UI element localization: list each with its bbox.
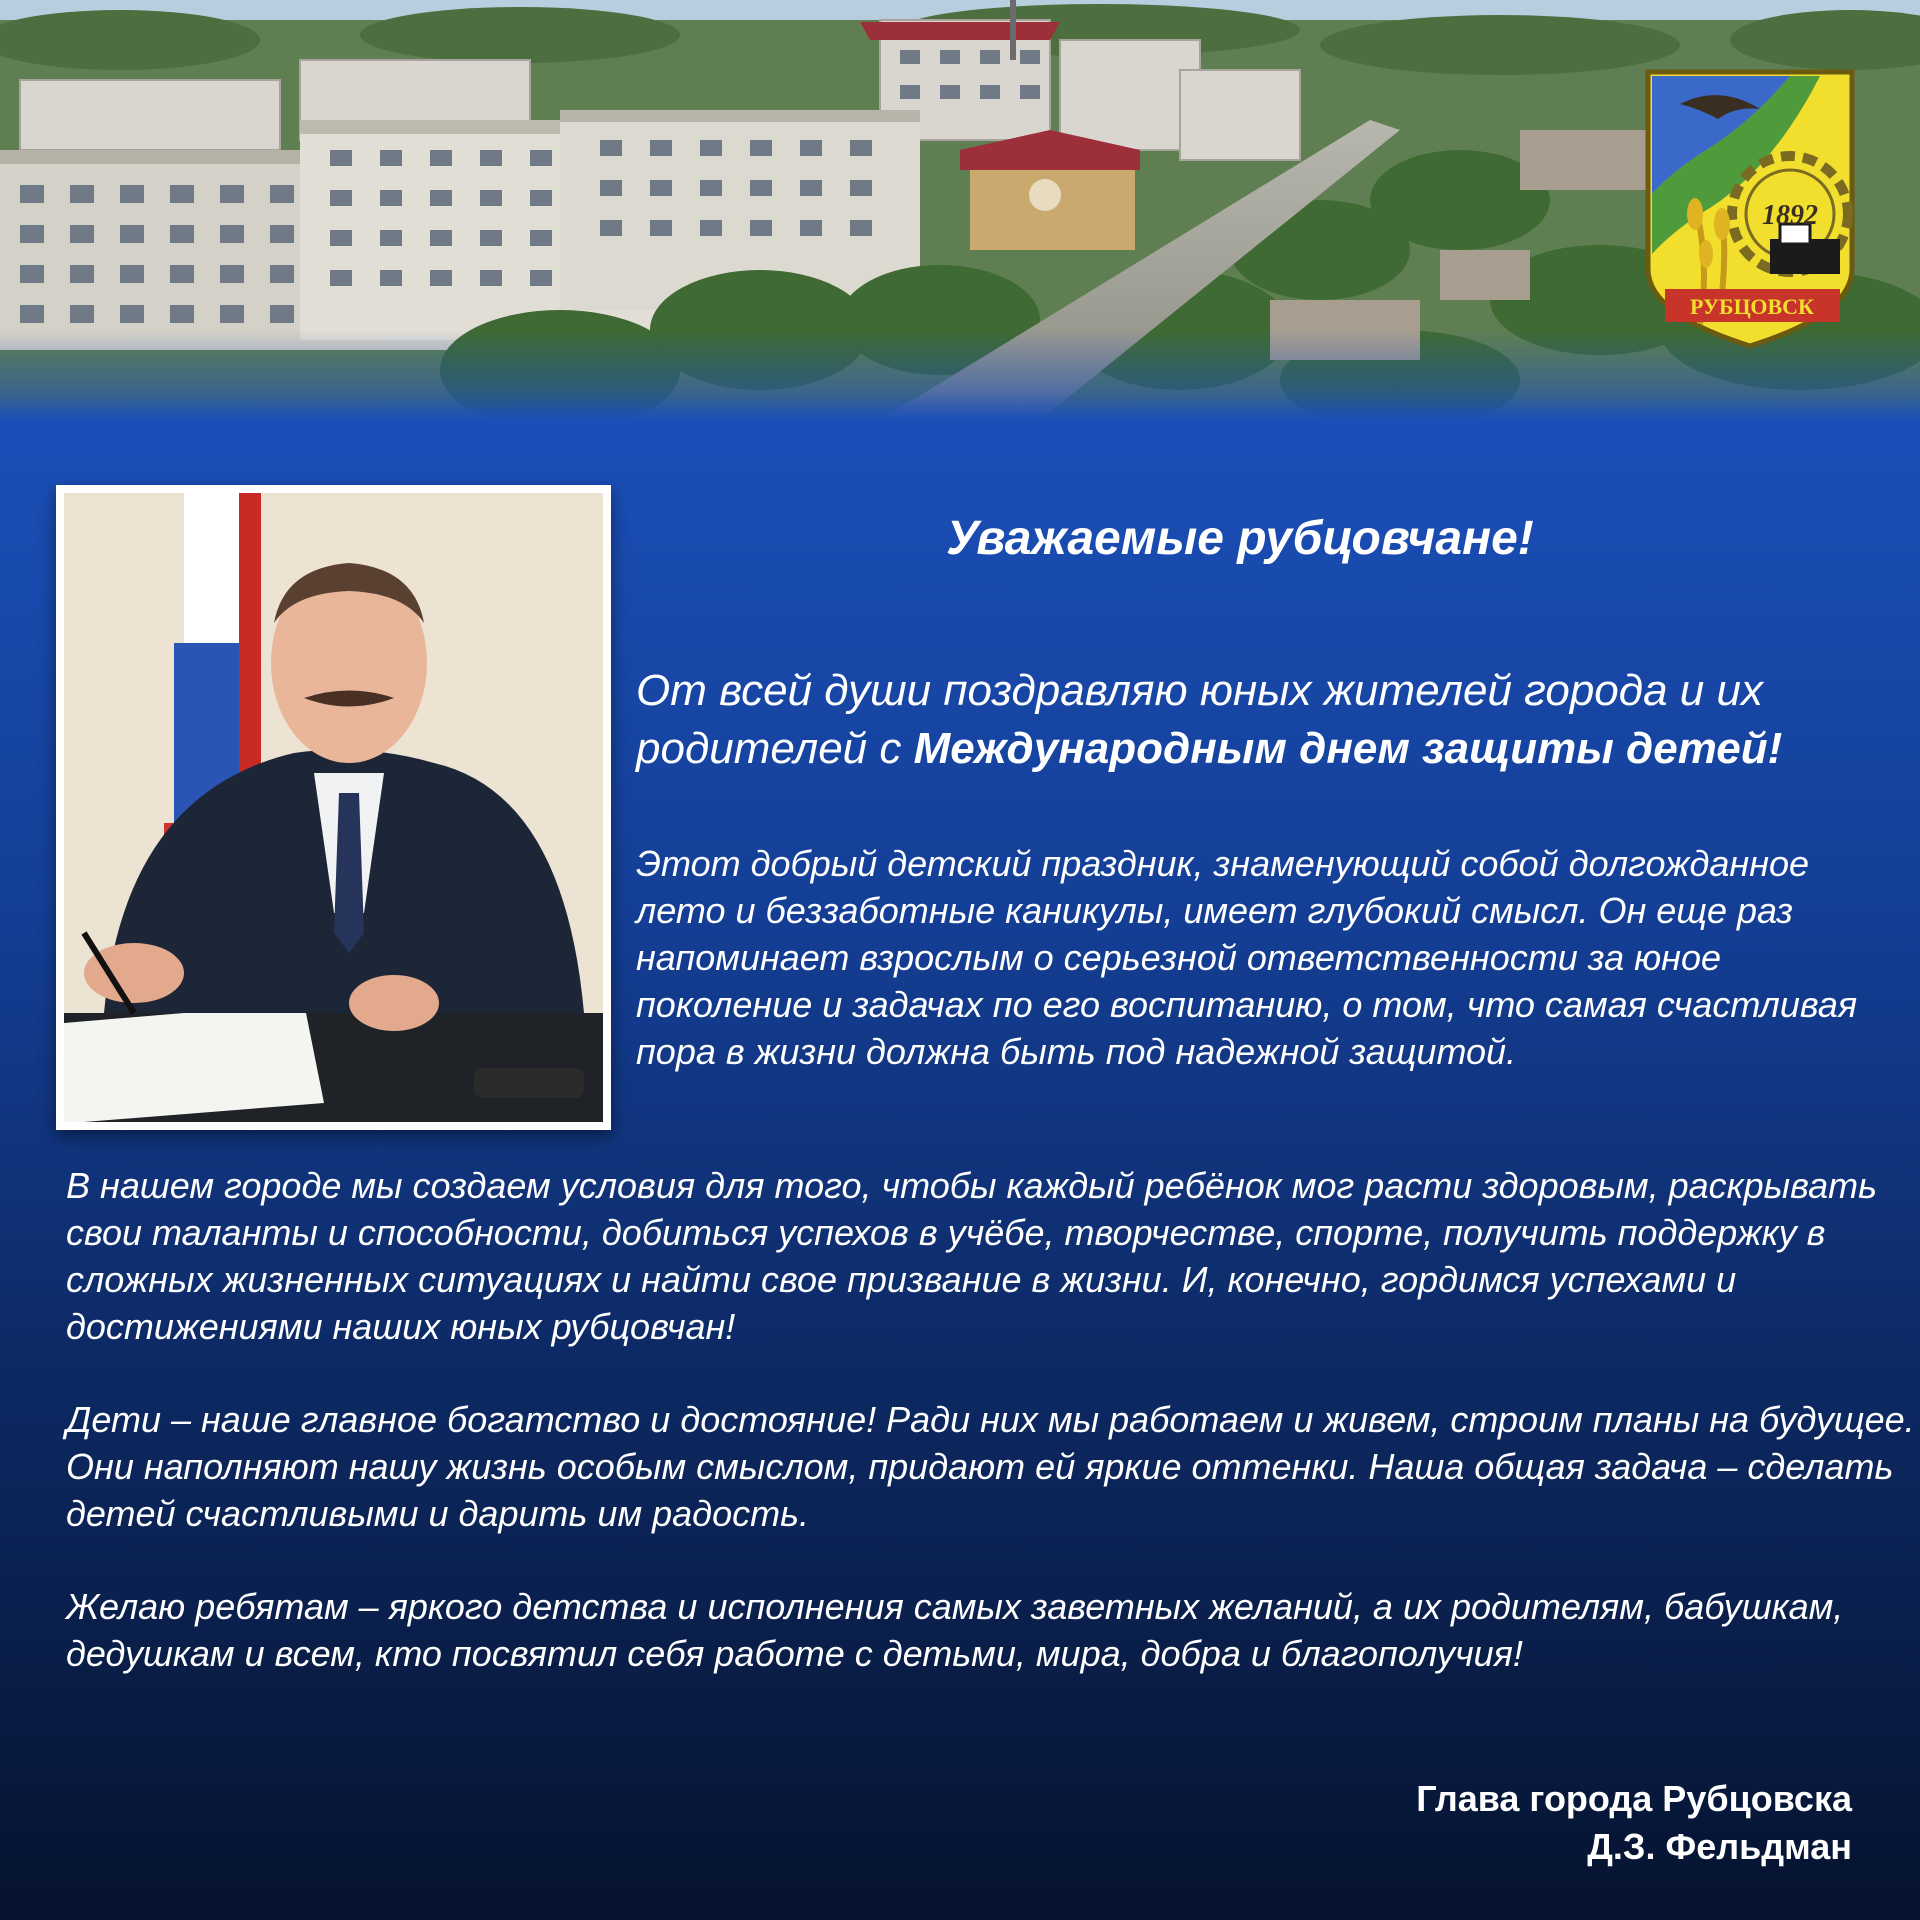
letter-paragraph-3: Дети – наше главное богатство и достояние! Ради них мы работаем и живем, строим планы на будущее. Они наполняют нашу жизнь особым смыслом, придают ей яркие оттенки. Наша общая задача – сделать детей счастливыми и дарить им радость. xyxy=(66,1399,1915,1534)
coat-of-arms-year: 1892 xyxy=(1762,200,1818,231)
signature-block xyxy=(1416,1775,1852,1871)
letter-paragraph-2: В нашем городе мы создаем условия для того, чтобы каждый ребёнок мог расти здоровым, раскрывать свои таланты и способности, добиться успехов в учёбе, творчестве, спорте, получить поддержку в сложных жизненных ситуациях и найти свое призвание в жизни. И, конечно, гордимся успехами и достижениями наших юных рубцовчан! xyxy=(66,1165,1878,1347)
greeting-intro xyxy=(636,662,1886,778)
coat-of-arms-city: РУБЦОВСК xyxy=(1689,294,1815,319)
letter-paragraph-1: Этот добрый детский праздник, знаменующий собой долгожданное лето и беззаботные каникулы, имеет глубокий смысл. Он еще раз напоминает взрослым о серьезной ответственности за юное поколение и задачах по его воспитанию, о том, что самая счастливая пора в жизни должна быть под надежной защитой. xyxy=(636,843,1858,1072)
city-panorama-header xyxy=(0,0,1920,420)
coat-of-arms xyxy=(1640,64,1860,354)
letter-paragraph-4: Желаю ребятам – яркого детства и исполнения самых заветных желаний, а их родителям, бабушкам, дедушкам и всем, кто посвятил себя работе с детьми, мира, добра и благополучия! xyxy=(66,1586,1844,1674)
mayor-portrait-frame xyxy=(56,485,611,1130)
coat-of-arms-emblem xyxy=(1640,64,1860,354)
city-panorama-image xyxy=(0,0,1920,420)
greeting-title: Уважаемые рубцовчане! xyxy=(946,512,1534,565)
signature-name: Д.З. Фельдман xyxy=(1587,1826,1852,1867)
greeting-intro-holiday: Международным днем защиты детей! xyxy=(913,724,1783,773)
signature-position: Глава города Рубцовска xyxy=(1416,1778,1852,1819)
mayor-portrait-photo xyxy=(64,493,603,1122)
greeting-intro-text: От всей души поздравляю юных жителей города и их родителей с xyxy=(636,666,1763,773)
